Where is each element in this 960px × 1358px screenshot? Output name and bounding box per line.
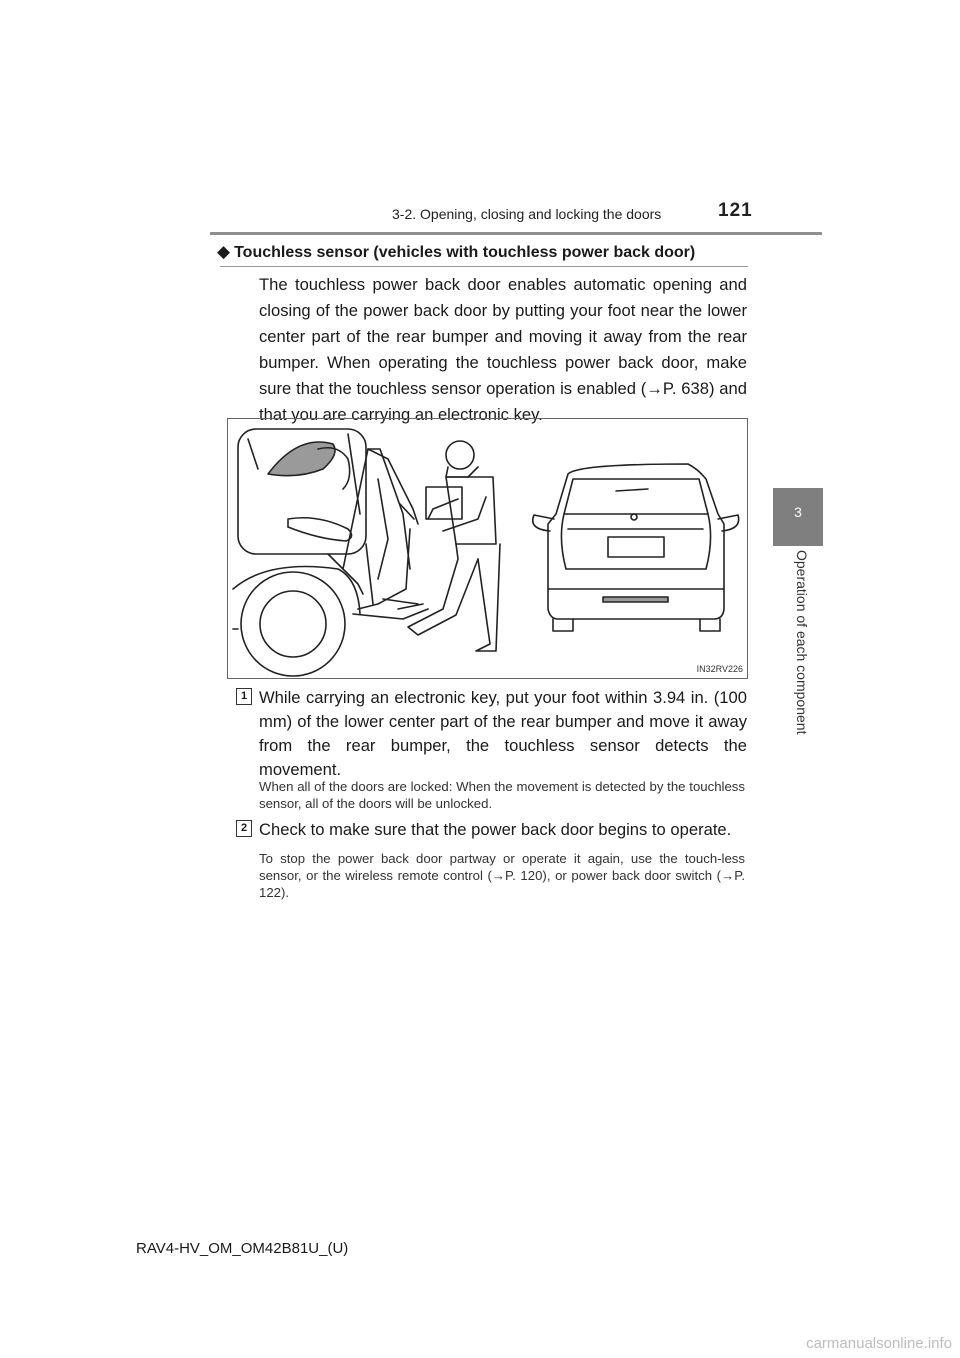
chapter-title: Operation of each component (794, 550, 810, 735)
illustration-drawing (228, 419, 749, 680)
step-1-text: While carrying an electronic key, put your foot within 3.94 in. (100 mm) of the lower center part of the rear bumper and move it away from the rear bumper, the touchless sensor detects the movement. (259, 688, 747, 779)
manual-code: RAV4-HV_OM_OM42B81U_(U) (136, 1240, 349, 1257)
step-1-badge: 1 (236, 688, 252, 705)
heading-divider (220, 266, 748, 267)
section-heading (217, 242, 695, 262)
header-section-title: 3-2. Opening, closing and locking the doors (392, 206, 662, 222)
chapter-number: 3 (794, 504, 802, 520)
intro-paragraph: The touchless power back door enables automatic opening and closing of the power back door by putting your foot near the lower center part of the rear bumper and moving it away from the rear bumper. When operating the touchless power back door, make sure that the touchless sensor operation is enabled (→P. 638) and that you are carrying an electronic key. (259, 275, 747, 424)
step-1-note: When all of the doors are locked: When the movement is detected by the touchless sensor, all of the doors will be unlocked. (259, 779, 745, 811)
diamond-bullet-icon: ◆ (217, 242, 231, 261)
touchless-sensor-illustration (227, 418, 748, 679)
figure-code: IN32RV226 (696, 664, 743, 674)
header-divider (210, 232, 822, 235)
step-2-text: Check to make sure that the power back door begins to operate. (259, 820, 732, 839)
step-2-badge: 2 (236, 820, 252, 837)
chapter-tab (773, 488, 823, 546)
step-2-note: To stop the power back door partway or operate it again, use the touch-less sensor, or the wireless remote control (→P. 120), or power back door switch (→P. 122). (259, 851, 745, 900)
page-number: 121 (718, 200, 753, 221)
watermark: carmanualsonline.info (806, 1335, 952, 1352)
section-heading-text: Touchless sensor (vehicles with touchless power back door) (234, 244, 696, 261)
